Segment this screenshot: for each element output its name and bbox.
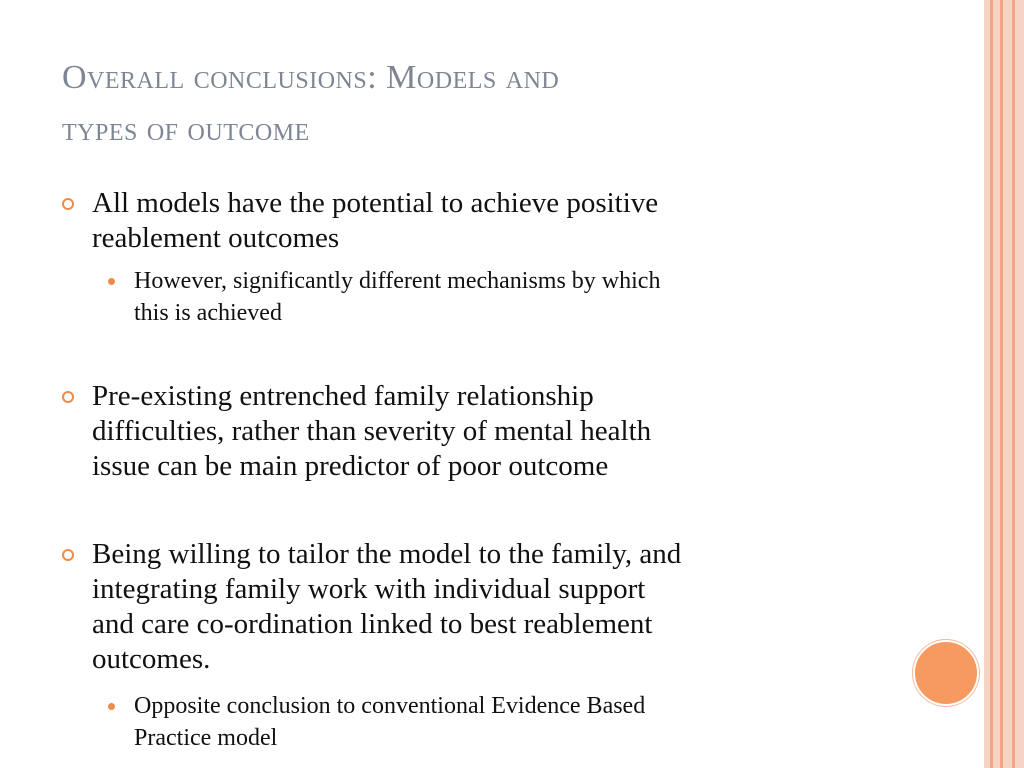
text-line: integrating family work with individual support — [92, 573, 646, 605]
text-line: All models have the potential to achieve positive — [92, 187, 659, 219]
text-line: However, significantly different mechanisms by which — [134, 268, 661, 294]
dot-bullet-icon — [108, 278, 115, 285]
sub-bullet-text — [134, 690, 908, 754]
circle-bullet-icon — [62, 549, 74, 561]
circle-bullet-icon — [62, 391, 74, 403]
text-line: outcomes. — [92, 643, 211, 675]
text-line: Pre-existing entrenched family relationship — [92, 380, 594, 412]
text-line: reablement outcomes — [92, 222, 340, 254]
stripe — [1000, 0, 1003, 768]
text-line: Practice model — [134, 725, 278, 751]
title-line: Overall conclusions: Models and — [62, 59, 560, 96]
bullet-text — [92, 186, 902, 256]
stripe — [990, 0, 993, 768]
circle-bullet-icon — [62, 198, 74, 210]
decorative-side-stripes — [984, 0, 1024, 768]
title-line: types of outcome — [62, 111, 310, 148]
text-line: issue can be main predictor of poor outcome — [92, 450, 609, 482]
bullet-item — [62, 379, 902, 484]
text-line: difficulties, rather than severity of mental health — [92, 415, 652, 447]
sub-bullet-item — [108, 690, 908, 754]
decorative-orange-circle — [913, 640, 979, 706]
sub-bullet-item — [108, 265, 908, 329]
bullet-text — [92, 537, 902, 677]
bullet-item — [62, 186, 902, 256]
stripe — [1012, 0, 1015, 768]
dot-bullet-icon — [108, 703, 115, 710]
text-line: Opposite conclusion to conventional Evidence Based — [134, 693, 646, 719]
text-line: and care co-ordination linked to best reablement — [92, 608, 653, 640]
sub-bullet-text — [134, 265, 908, 329]
bullet-text — [92, 379, 902, 484]
text-line: this is achieved — [134, 300, 282, 326]
text-line: Being willing to tailor the model to the family, and — [92, 538, 682, 570]
slide-title — [62, 52, 922, 156]
bullet-item — [62, 537, 902, 677]
